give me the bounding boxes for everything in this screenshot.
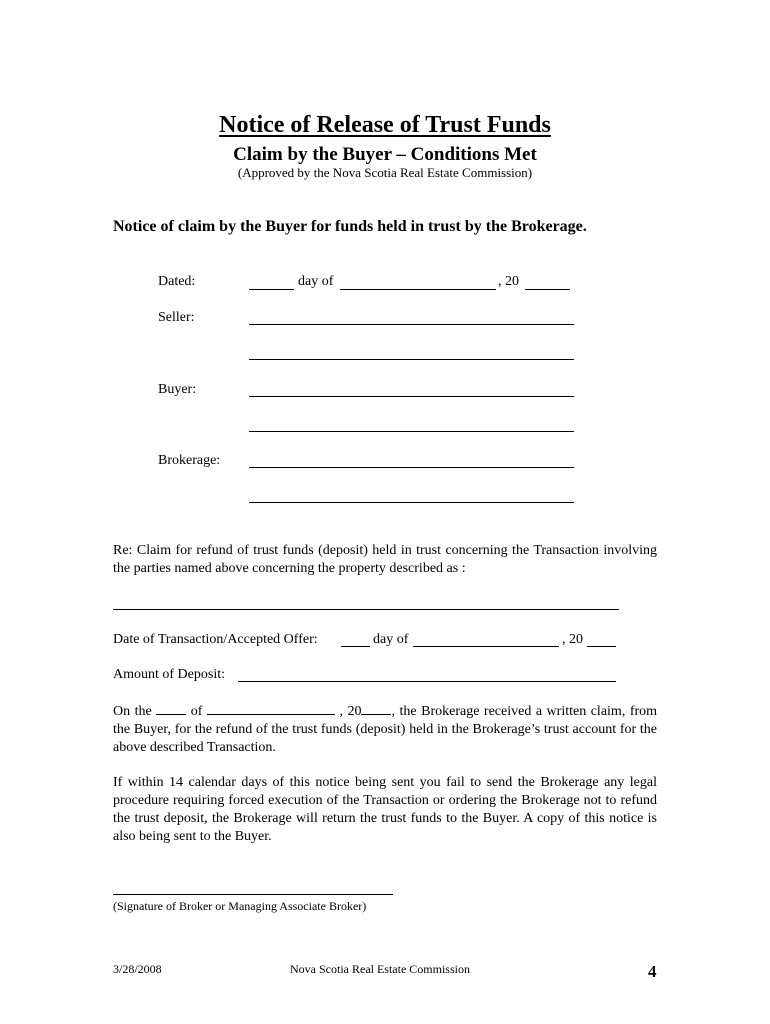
brokerage-line-2[interactable] xyxy=(249,502,574,503)
page-number: 4 xyxy=(648,962,657,981)
re-paragraph: Re: Claim for refund of trust funds (deposit) held in trust concerning the Transaction involving the parties named above concerning the property described as : xyxy=(113,543,657,576)
document-subtitle: Claim by the Buyer – Conditions Met xyxy=(233,144,537,165)
footer-organization: Nova Scotia Real Estate Commission xyxy=(290,962,470,976)
claim-day-blank[interactable] xyxy=(156,703,186,715)
seller-line-1[interactable] xyxy=(249,324,574,325)
buyer-label: Buyer: xyxy=(158,382,197,397)
transaction-year-blank[interactable] xyxy=(587,646,616,647)
dated-label: Dated: xyxy=(158,274,196,289)
on-the-text: On the xyxy=(113,704,152,719)
dated-year-blank[interactable] xyxy=(525,289,570,290)
notice-heading: Notice of claim by the Buyer for funds held in trust by the Brokerage. xyxy=(113,218,587,235)
transaction-year-prefix: , 20 xyxy=(562,632,583,647)
dated-day-of-text: day of xyxy=(298,274,334,289)
brokerage-line-1[interactable] xyxy=(249,467,574,468)
document-title: Notice of Release of Trust Funds xyxy=(219,112,551,138)
signature-line[interactable] xyxy=(113,894,393,895)
footer-date: 3/28/2008 xyxy=(113,962,162,976)
claim-month-blank[interactable] xyxy=(207,703,335,715)
transaction-day-of-text: day of xyxy=(373,632,409,647)
on-the-paragraph xyxy=(113,703,657,757)
approval-note: (Approved by the Nova Scotia Real Estate Commission) xyxy=(237,165,533,180)
dated-year-prefix: , 20 xyxy=(498,274,519,289)
claim-year-blank[interactable] xyxy=(361,703,391,715)
transaction-day-blank[interactable] xyxy=(341,646,370,647)
if-paragraph: If within 14 calendar days of this notice being sent you fail to send the Brokerage any legal procedure requiring forced execution of the Transaction or ordering the Brokerage not to refund the trust deposit, the Brokerage will return the trust funds to the Buyer. A copy of this notice is also being sent to the Buyer. xyxy=(113,775,657,844)
on-the-of-text: of xyxy=(190,704,203,719)
seller-line-2[interactable] xyxy=(249,359,574,360)
property-description-line[interactable] xyxy=(113,609,619,610)
amount-of-deposit-line[interactable] xyxy=(238,681,616,682)
on-the-year-prefix: , 20 xyxy=(339,704,362,719)
buyer-line-1[interactable] xyxy=(249,396,574,397)
dated-month-blank[interactable] xyxy=(340,289,496,290)
buyer-line-2[interactable] xyxy=(249,431,574,432)
on-the-rest-text: , the Brokerage received a written claim, from the Buyer, for the refund of the trust funds (deposit) held in the Brokerage’s trust account for the above described Transaction. xyxy=(113,704,658,755)
amount-of-deposit-label: Amount of Deposit: xyxy=(113,667,225,682)
date-of-transaction-label: Date of Transaction/Accepted Offer: xyxy=(113,632,318,647)
brokerage-label: Brokerage: xyxy=(158,453,221,468)
transaction-month-blank[interactable] xyxy=(413,646,559,647)
dated-day-blank[interactable] xyxy=(249,289,294,290)
signature-caption: (Signature of Broker or Managing Associate Broker) xyxy=(113,899,367,913)
seller-label: Seller: xyxy=(158,310,195,325)
